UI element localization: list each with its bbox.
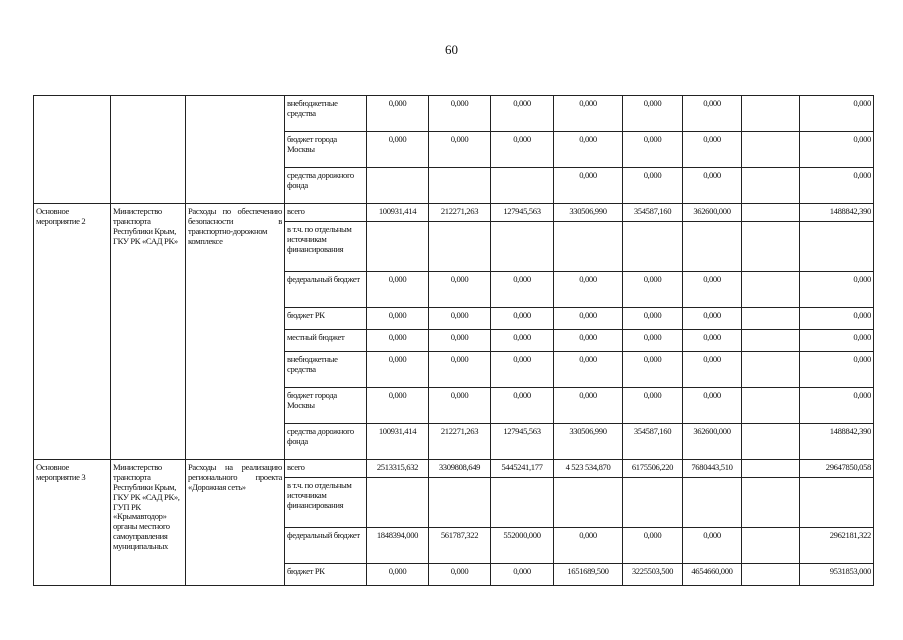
value-cell bbox=[429, 222, 491, 272]
value-cell bbox=[742, 528, 800, 564]
executor-cell bbox=[111, 96, 186, 204]
value-cell bbox=[429, 168, 491, 204]
table-row bbox=[34, 460, 874, 478]
purpose-cell: Расходы по обеспечению безопасности в транспортно-дорожном комплексе bbox=[186, 204, 285, 460]
page-number: 60 bbox=[445, 42, 458, 57]
value-cell: 7680443,510 bbox=[683, 460, 742, 478]
source-cell: бюджет города Москвы bbox=[285, 132, 367, 168]
value-cell bbox=[367, 168, 429, 204]
value-cell: 0,000 bbox=[554, 308, 623, 330]
activity-cell bbox=[34, 96, 111, 204]
value-cell: 0,000 bbox=[554, 96, 623, 132]
value-cell: 0,000 bbox=[367, 308, 429, 330]
table-row bbox=[34, 96, 874, 132]
value-cell: 0,000 bbox=[554, 168, 623, 204]
value-cell: 0,000 bbox=[491, 308, 554, 330]
value-cell bbox=[742, 564, 800, 586]
value-cell: 0,000 bbox=[367, 272, 429, 308]
source-cell: всего bbox=[285, 204, 367, 222]
value-cell: 127945,563 bbox=[491, 204, 554, 222]
total-cell: 0,000 bbox=[800, 272, 874, 308]
value-cell: 330506,990 bbox=[554, 424, 623, 460]
value-cell: 127945,563 bbox=[491, 424, 554, 460]
total-cell: 2962181,322 bbox=[800, 528, 874, 564]
source-cell: бюджет города Москвы bbox=[285, 388, 367, 424]
value-cell: 0,000 bbox=[683, 528, 742, 564]
value-cell: 1651689,500 bbox=[554, 564, 623, 586]
value-cell: 0,000 bbox=[683, 308, 742, 330]
value-cell bbox=[742, 132, 800, 168]
value-cell bbox=[491, 478, 554, 528]
value-cell: 0,000 bbox=[429, 352, 491, 388]
value-cell: 0,000 bbox=[367, 564, 429, 586]
value-cell: 0,000 bbox=[683, 168, 742, 204]
value-cell: 0,000 bbox=[554, 388, 623, 424]
value-cell: 0,000 bbox=[429, 96, 491, 132]
value-cell: 0,000 bbox=[429, 308, 491, 330]
value-cell: 354587,160 bbox=[623, 424, 683, 460]
value-cell: 0,000 bbox=[623, 388, 683, 424]
value-cell: 0,000 bbox=[683, 388, 742, 424]
value-cell: 0,000 bbox=[683, 330, 742, 352]
table-row bbox=[34, 204, 874, 222]
value-cell bbox=[742, 272, 800, 308]
value-cell bbox=[742, 388, 800, 424]
source-cell: средства дорожного фонда bbox=[285, 168, 367, 204]
value-cell: 561787,322 bbox=[429, 528, 491, 564]
value-cell bbox=[623, 222, 683, 272]
value-cell: 0,000 bbox=[429, 330, 491, 352]
value-cell: 354587,160 bbox=[623, 204, 683, 222]
value-cell bbox=[742, 96, 800, 132]
value-cell: 0,000 bbox=[683, 96, 742, 132]
value-cell: 212271,263 bbox=[429, 424, 491, 460]
value-cell: 0,000 bbox=[554, 272, 623, 308]
total-cell: 0,000 bbox=[800, 308, 874, 330]
total-cell: 0,000 bbox=[800, 352, 874, 388]
value-cell: 0,000 bbox=[623, 132, 683, 168]
value-cell: 3225503,500 bbox=[623, 564, 683, 586]
total-cell: 1488842,390 bbox=[800, 204, 874, 222]
value-cell bbox=[742, 352, 800, 388]
value-cell bbox=[491, 222, 554, 272]
value-cell: 3309808,649 bbox=[429, 460, 491, 478]
executor-cell: Министерство транспорта Республики Крым, ГКУ РК «САД РК», ГУП РК «Крымавтодор» органы местного самоуправления муниципальных bbox=[111, 460, 186, 586]
value-cell: 0,000 bbox=[491, 272, 554, 308]
total-cell: 0,000 bbox=[800, 132, 874, 168]
activity-cell: Основное мероприятие 3 bbox=[34, 460, 111, 586]
source-cell: всего bbox=[285, 460, 367, 478]
value-cell: 0,000 bbox=[683, 132, 742, 168]
value-cell: 0,000 bbox=[367, 388, 429, 424]
source-cell: средства дорожного фонда bbox=[285, 424, 367, 460]
value-cell bbox=[554, 222, 623, 272]
value-cell: 0,000 bbox=[623, 528, 683, 564]
source-cell: федеральный бюджет bbox=[285, 528, 367, 564]
value-cell: 4654660,000 bbox=[683, 564, 742, 586]
value-cell: 0,000 bbox=[623, 96, 683, 132]
value-cell: 0,000 bbox=[491, 132, 554, 168]
value-cell: 0,000 bbox=[491, 330, 554, 352]
total-cell: 0,000 bbox=[800, 168, 874, 204]
value-cell bbox=[683, 478, 742, 528]
purpose-cell bbox=[186, 96, 285, 204]
total-cell: 29647850,058 bbox=[800, 460, 874, 478]
total-cell bbox=[800, 478, 874, 528]
value-cell: 362600,000 bbox=[683, 204, 742, 222]
source-cell: бюджет РК bbox=[285, 308, 367, 330]
value-cell: 1848394,000 bbox=[367, 528, 429, 564]
value-cell bbox=[491, 168, 554, 204]
value-cell bbox=[742, 424, 800, 460]
total-cell: 9531853,000 bbox=[800, 564, 874, 586]
value-cell bbox=[742, 204, 800, 222]
value-cell: 0,000 bbox=[491, 352, 554, 388]
value-cell: 5445241,177 bbox=[491, 460, 554, 478]
value-cell bbox=[367, 222, 429, 272]
value-cell bbox=[742, 478, 800, 528]
value-cell: 0,000 bbox=[623, 272, 683, 308]
total-cell bbox=[800, 222, 874, 272]
value-cell: 0,000 bbox=[554, 528, 623, 564]
source-cell: внебюджетные средства bbox=[285, 96, 367, 132]
total-cell: 0,000 bbox=[800, 388, 874, 424]
value-cell: 0,000 bbox=[491, 388, 554, 424]
value-cell: 0,000 bbox=[491, 96, 554, 132]
value-cell bbox=[367, 478, 429, 528]
source-cell: местный бюджет bbox=[285, 330, 367, 352]
activity-cell: Основное мероприятие 2 bbox=[34, 204, 111, 460]
value-cell: 0,000 bbox=[623, 352, 683, 388]
value-cell: 4 523 534,870 bbox=[554, 460, 623, 478]
value-cell bbox=[554, 478, 623, 528]
value-cell: 212271,263 bbox=[429, 204, 491, 222]
value-cell: 0,000 bbox=[367, 330, 429, 352]
purpose-cell: Расходы на реализацию регионального проекта «Дорожная сеть» bbox=[186, 460, 285, 586]
budget-table bbox=[33, 95, 874, 586]
value-cell: 0,000 bbox=[623, 168, 683, 204]
value-cell: 362600,000 bbox=[683, 424, 742, 460]
source-cell: внебюджетные средства bbox=[285, 352, 367, 388]
value-cell: 0,000 bbox=[429, 388, 491, 424]
value-cell bbox=[683, 222, 742, 272]
value-cell: 0,000 bbox=[683, 352, 742, 388]
value-cell bbox=[742, 460, 800, 478]
executor-cell: Министерство транспорта Республики Крым, ГКУ РК «САД РК» bbox=[111, 204, 186, 460]
value-cell bbox=[429, 478, 491, 528]
value-cell: 6175506,220 bbox=[623, 460, 683, 478]
value-cell: 0,000 bbox=[429, 564, 491, 586]
source-cell: в т.ч. по отдельным источникам финансирования bbox=[285, 478, 367, 528]
value-cell: 0,000 bbox=[367, 352, 429, 388]
value-cell: 0,000 bbox=[429, 272, 491, 308]
total-cell: 1488842,390 bbox=[800, 424, 874, 460]
budget-table-body bbox=[34, 96, 874, 586]
value-cell: 0,000 bbox=[623, 308, 683, 330]
value-cell: 552000,000 bbox=[491, 528, 554, 564]
value-cell: 0,000 bbox=[429, 132, 491, 168]
value-cell: 0,000 bbox=[554, 132, 623, 168]
value-cell bbox=[742, 222, 800, 272]
value-cell bbox=[742, 330, 800, 352]
value-cell: 0,000 bbox=[367, 96, 429, 132]
value-cell bbox=[623, 478, 683, 528]
value-cell: 0,000 bbox=[554, 352, 623, 388]
source-cell: федеральный бюджет bbox=[285, 272, 367, 308]
source-cell: бюджет РК bbox=[285, 564, 367, 586]
value-cell: 330506,990 bbox=[554, 204, 623, 222]
total-cell: 0,000 bbox=[800, 330, 874, 352]
value-cell: 0,000 bbox=[367, 132, 429, 168]
value-cell: 100931,414 bbox=[367, 424, 429, 460]
value-cell bbox=[742, 168, 800, 204]
value-cell: 2513315,632 bbox=[367, 460, 429, 478]
value-cell bbox=[742, 308, 800, 330]
source-cell: в т.ч. по отдельным источникам финансирования bbox=[285, 222, 367, 272]
value-cell: 0,000 bbox=[683, 272, 742, 308]
value-cell: 100931,414 bbox=[367, 204, 429, 222]
value-cell: 0,000 bbox=[554, 330, 623, 352]
value-cell: 0,000 bbox=[623, 330, 683, 352]
value-cell: 0,000 bbox=[491, 564, 554, 586]
total-cell: 0,000 bbox=[800, 96, 874, 132]
